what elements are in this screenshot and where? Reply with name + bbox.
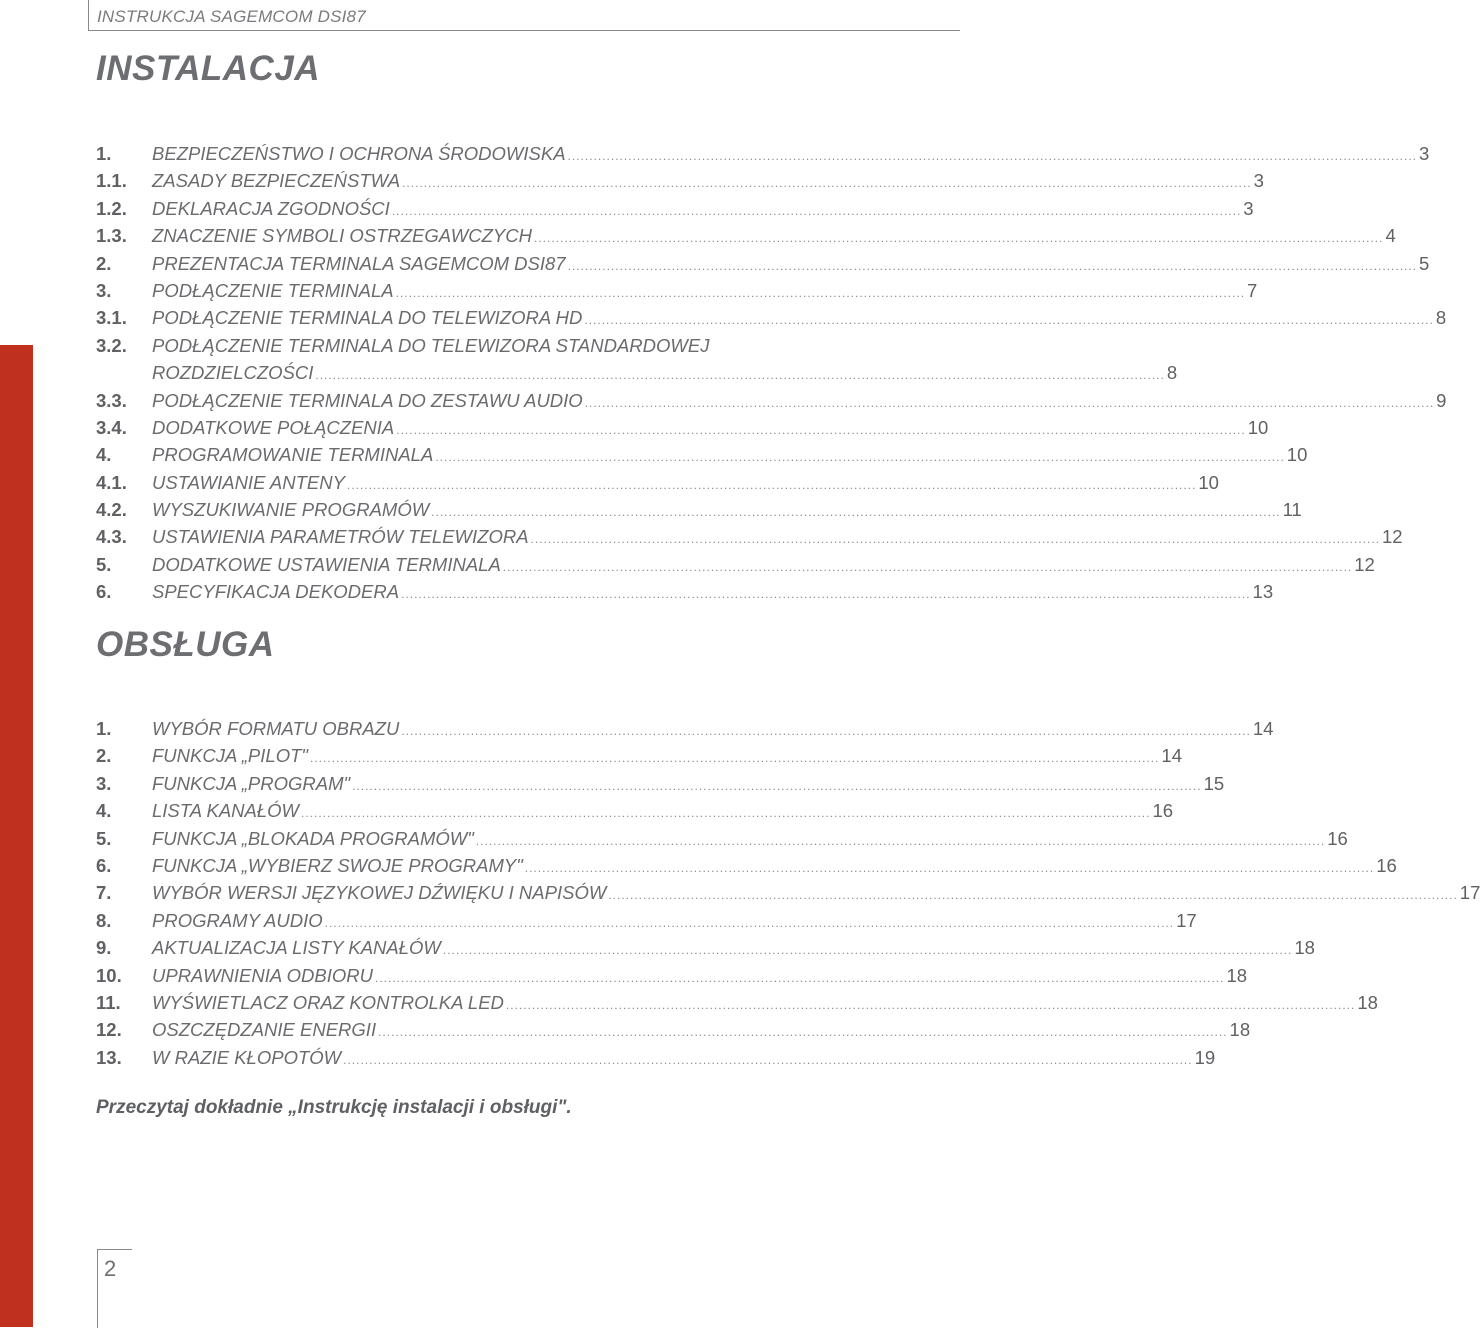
toc-entry-title: USTAWIENIA PARAMETRÓW TELEWIZORA: [152, 526, 529, 548]
toc-dot-leader: [396, 417, 1245, 444]
toc-entry-number: 3.1.: [96, 307, 127, 329]
toc-entry[interactable]: [96, 797, 1174, 824]
toc-entry-title: WYŚWIETLACZ ORAZ KONTROLKA LED: [152, 991, 504, 1013]
toc-entry[interactable]: [96, 195, 1254, 222]
toc-entry[interactable]: [96, 387, 1447, 414]
toc-entry[interactable]: [96, 989, 1378, 1016]
toc-entry-number: 1.3.: [96, 225, 127, 247]
toc-entry[interactable]: [96, 770, 1225, 797]
toc-entry-title: DEKLARACJA ZGODNOŚCI: [152, 197, 390, 219]
toc-dot-leader: [431, 499, 1280, 526]
toc-entry[interactable]: [96, 715, 1274, 742]
header-rule-horizontal: [88, 30, 960, 31]
toc-entry-title-continued: ROZDZIELCZOŚCI: [152, 362, 314, 384]
toc-entry-page: 12: [1354, 553, 1375, 575]
toc-entry-page: 17: [1459, 882, 1480, 904]
toc-entry-number: 5.: [96, 827, 112, 849]
toc-dot-leader: [347, 472, 1196, 499]
toc-entry-number: 3.4.: [96, 416, 127, 438]
toc-entry-number: 3.: [96, 279, 112, 301]
toc-entry[interactable]: [96, 825, 1348, 852]
toc-entry-page: 16: [1152, 800, 1174, 822]
toc-entry[interactable]: [96, 414, 1269, 441]
toc-entry-number: 1.1.: [96, 170, 127, 192]
section-title-instalacja: INSTALACJA: [96, 49, 321, 88]
toc-entry[interactable]: [96, 277, 1258, 304]
toc-dot-leader: [476, 828, 1325, 855]
toc-entry-number: 8.: [96, 909, 112, 931]
toc-entry-number: 13.: [96, 1046, 122, 1068]
toc-entry[interactable]: [96, 742, 1182, 769]
toc-dot-leader: [534, 225, 1383, 252]
toc-entry-title: FUNKCJA „PILOT": [152, 745, 308, 767]
toc-entry-number: 11.: [96, 991, 121, 1013]
toc-entry-page: 13: [1252, 581, 1274, 603]
toc-entry-title: FUNKCJA „WYBIERZ SWOJE PROGRAMY": [152, 854, 523, 876]
toc-entry-page: 15: [1203, 772, 1225, 794]
toc-entry[interactable]: [96, 523, 1403, 550]
toc-entry-number: 4.2.: [96, 499, 127, 521]
toc-dot-leader: [531, 526, 1380, 553]
toc-entry-title: DODATKOWE POŁĄCZENIA: [152, 416, 395, 438]
toc-entry-page: 16: [1327, 827, 1348, 849]
toc-entry-continuation[interactable]: [96, 359, 1178, 386]
toc-entry-page: 11: [1282, 499, 1302, 521]
toc-entry-number: 3.3.: [96, 389, 127, 411]
toc-entry-title: PROGRAMY AUDIO: [152, 909, 323, 931]
toc-entry-title: PODŁĄCZENIE TERMINALA DO TELEWIZORA HD: [152, 307, 583, 329]
toc-entry[interactable]: [96, 222, 1396, 249]
toc-entry-page: 3: [1243, 197, 1254, 219]
toc-dot-leader: [352, 773, 1201, 800]
toc-entry-number: 4.3.: [96, 526, 127, 548]
toc-entry-page: 16: [1376, 854, 1397, 876]
toc-entry-page: 17: [1176, 909, 1197, 931]
toc-entry-number: 7.: [96, 882, 112, 904]
toc-dot-leader: [375, 965, 1224, 992]
header-rule-vertical: [88, 0, 89, 30]
toc-dot-leader: [585, 390, 1434, 417]
toc-entry-title: PREZENTACJA TERMINALA SAGEMCOM DSI87: [152, 252, 566, 274]
toc-entry-page: 9: [1436, 389, 1447, 411]
toc-dot-leader: [310, 745, 1159, 772]
toc-entry-page: 10: [1286, 444, 1308, 466]
toc-entry[interactable]: [96, 1016, 1251, 1043]
toc-entry-title: ZNACZENIE SYMBOLI OSTRZEGAWCZYCH: [152, 225, 532, 247]
toc-dot-leader: [443, 937, 1292, 964]
toc-entry-number: 1.: [96, 143, 112, 164]
page-number: 2: [104, 1256, 117, 1281]
toc-entry-title: ZASADY BEZPIECZEŃSTWA: [152, 170, 401, 192]
toc-dot-leader: [378, 1019, 1227, 1046]
toc-entry[interactable]: [96, 578, 1274, 605]
toc-entry-page: 14: [1252, 718, 1274, 739]
toc-dot-leader: [401, 581, 1250, 608]
toc-dot-leader: [506, 992, 1355, 1019]
toc-entry-page: 12: [1382, 526, 1403, 548]
toc-entry-number: 4.1.: [96, 471, 127, 493]
toc-entry-page: 18: [1357, 991, 1378, 1013]
toc-entry-title: WYSZUKIWANIE PROGRAMÓW: [152, 499, 430, 521]
toc-entry[interactable]: [96, 332, 858, 359]
toc-entry-page: 8: [1166, 362, 1178, 384]
toc-obsluga: [96, 715, 1480, 1071]
toc-dot-leader: [315, 362, 1164, 389]
toc-entry[interactable]: [96, 304, 1447, 331]
toc-entry-number: 2.: [96, 745, 112, 767]
toc-entry-page: 18: [1226, 964, 1248, 986]
toc-entry-number: 6.: [96, 581, 112, 603]
toc-entry-title: WYBÓR WERSJI JĘZYKOWEJ DŹWIĘKU I NAPISÓW: [152, 882, 607, 904]
toc-entry[interactable]: [96, 140, 1430, 167]
toc-entry-number: 5.: [96, 553, 112, 575]
toc-entry-title: UPRAWNIENIA ODBIORU: [152, 964, 373, 986]
toc-dot-leader: [301, 800, 1150, 827]
red-side-bar: [0, 345, 33, 1327]
toc-entry-number: 9.: [96, 937, 112, 959]
toc-entry-title: WYBÓR FORMATU OBRAZU: [152, 718, 400, 739]
toc-entry-title: DODATKOWE USTAWIENIA TERMINALA: [152, 553, 501, 575]
toc-entry-number: 10.: [96, 964, 122, 986]
toc-entry-number: 1.2.: [96, 197, 127, 219]
toc-entry-title: W RAZIE KŁOPOTÓW: [152, 1046, 342, 1068]
toc-entry-title: LISTA KANAŁÓW: [152, 800, 300, 822]
toc-entry-number: 6.: [96, 854, 112, 876]
toc-dot-leader: [525, 855, 1374, 882]
toc-dot-leader: [608, 882, 1457, 909]
toc-entry-page: 3: [1419, 143, 1430, 164]
toc-entry-title: USTAWIANIE ANTENY: [152, 471, 345, 493]
toc-entry[interactable]: [96, 1044, 1216, 1071]
toc-entry-title: PODŁĄCZENIE TERMINALA DO ZESTAWU AUDIO: [152, 389, 583, 411]
toc-entry-number: 12.: [96, 1019, 122, 1041]
toc-instalacja: [96, 140, 1447, 606]
toc-dot-leader: [568, 143, 1417, 170]
toc-entry-page: 18: [1229, 1019, 1251, 1041]
toc-entry-number: 4.: [96, 444, 112, 466]
toc-entry-number: 3.: [96, 772, 112, 794]
document-header: INSTRUKCJA SAGEMCOM DSI87: [97, 7, 366, 26]
toc-entry-title: PODŁĄCZENIE TERMINALA: [152, 279, 394, 301]
toc-dot-leader: [325, 910, 1174, 937]
toc-entry-page: 3: [1253, 170, 1264, 192]
toc-dot-leader: [568, 253, 1417, 280]
toc-entry-page: 14: [1161, 745, 1182, 767]
toc-entry[interactable]: [96, 879, 1480, 906]
footer-note: Przeczytaj dokładnie „Instrukcję instalacji i obsługi".: [96, 1097, 572, 1118]
toc-entry[interactable]: [96, 167, 1264, 194]
toc-dot-leader: [343, 1047, 1192, 1074]
toc-entry-title: FUNKCJA „PROGRAM": [152, 772, 351, 794]
toc-entry-title: FUNKCJA „BLOKADA PROGRAMÓW": [152, 827, 474, 849]
toc-entry-page: 7: [1247, 279, 1258, 301]
toc-dot-leader: [392, 198, 1241, 225]
toc-dot-leader: [401, 718, 1250, 745]
toc-entry-page: 18: [1294, 937, 1315, 959]
toc-entry[interactable]: [96, 469, 1219, 496]
toc-entry-title: BEZPIECZEŃSTWO I OCHRONA ŚRODOWISKA: [152, 143, 566, 164]
toc-entry-title: PODŁĄCZENIE TERMINALA DO TELEWIZORA STANDARDOWEJ: [152, 334, 710, 356]
toc-entry[interactable]: [96, 934, 1315, 961]
toc-entry-number: 4.: [96, 800, 112, 822]
toc-entry[interactable]: [96, 496, 1302, 523]
toc-entry[interactable]: [96, 962, 1248, 989]
toc-entry-page: 10: [1247, 416, 1269, 438]
toc-entry[interactable]: [96, 441, 1308, 468]
section-title-obsluga: OBSŁUGA: [96, 625, 275, 664]
toc-dot-leader: [402, 170, 1251, 197]
toc-dot-leader: [503, 554, 1352, 581]
toc-entry-title: AKTUALIZACJA LISTY KANAŁÓW: [152, 937, 441, 959]
toc-entry-page: 4: [1385, 225, 1396, 247]
toc-entry-number: 2.: [96, 252, 112, 274]
toc-entry-page: 19: [1194, 1046, 1216, 1068]
toc-entry-title: PROGRAMOWANIE TERMINALA: [152, 444, 434, 466]
toc-entry-page: 5: [1419, 252, 1430, 274]
toc-entry-title: SPECYFIKACJA DEKODERA: [152, 581, 400, 603]
toc-entry-page: 8: [1435, 307, 1447, 329]
toc-entry[interactable]: [96, 852, 1397, 879]
toc-dot-leader: [584, 307, 1433, 334]
toc-entry-number: 3.2.: [96, 334, 127, 356]
toc-entry-page: 10: [1198, 471, 1219, 493]
toc-entry-title: OSZCZĘDZANIE ENERGII: [152, 1019, 377, 1041]
toc-entry[interactable]: [96, 551, 1375, 578]
toc-entry-number: 1.: [96, 718, 112, 739]
toc-entry[interactable]: [96, 907, 1197, 934]
toc-entry[interactable]: [96, 250, 1430, 277]
toc-dot-leader: [435, 444, 1284, 471]
toc-dot-leader: [396, 280, 1245, 307]
